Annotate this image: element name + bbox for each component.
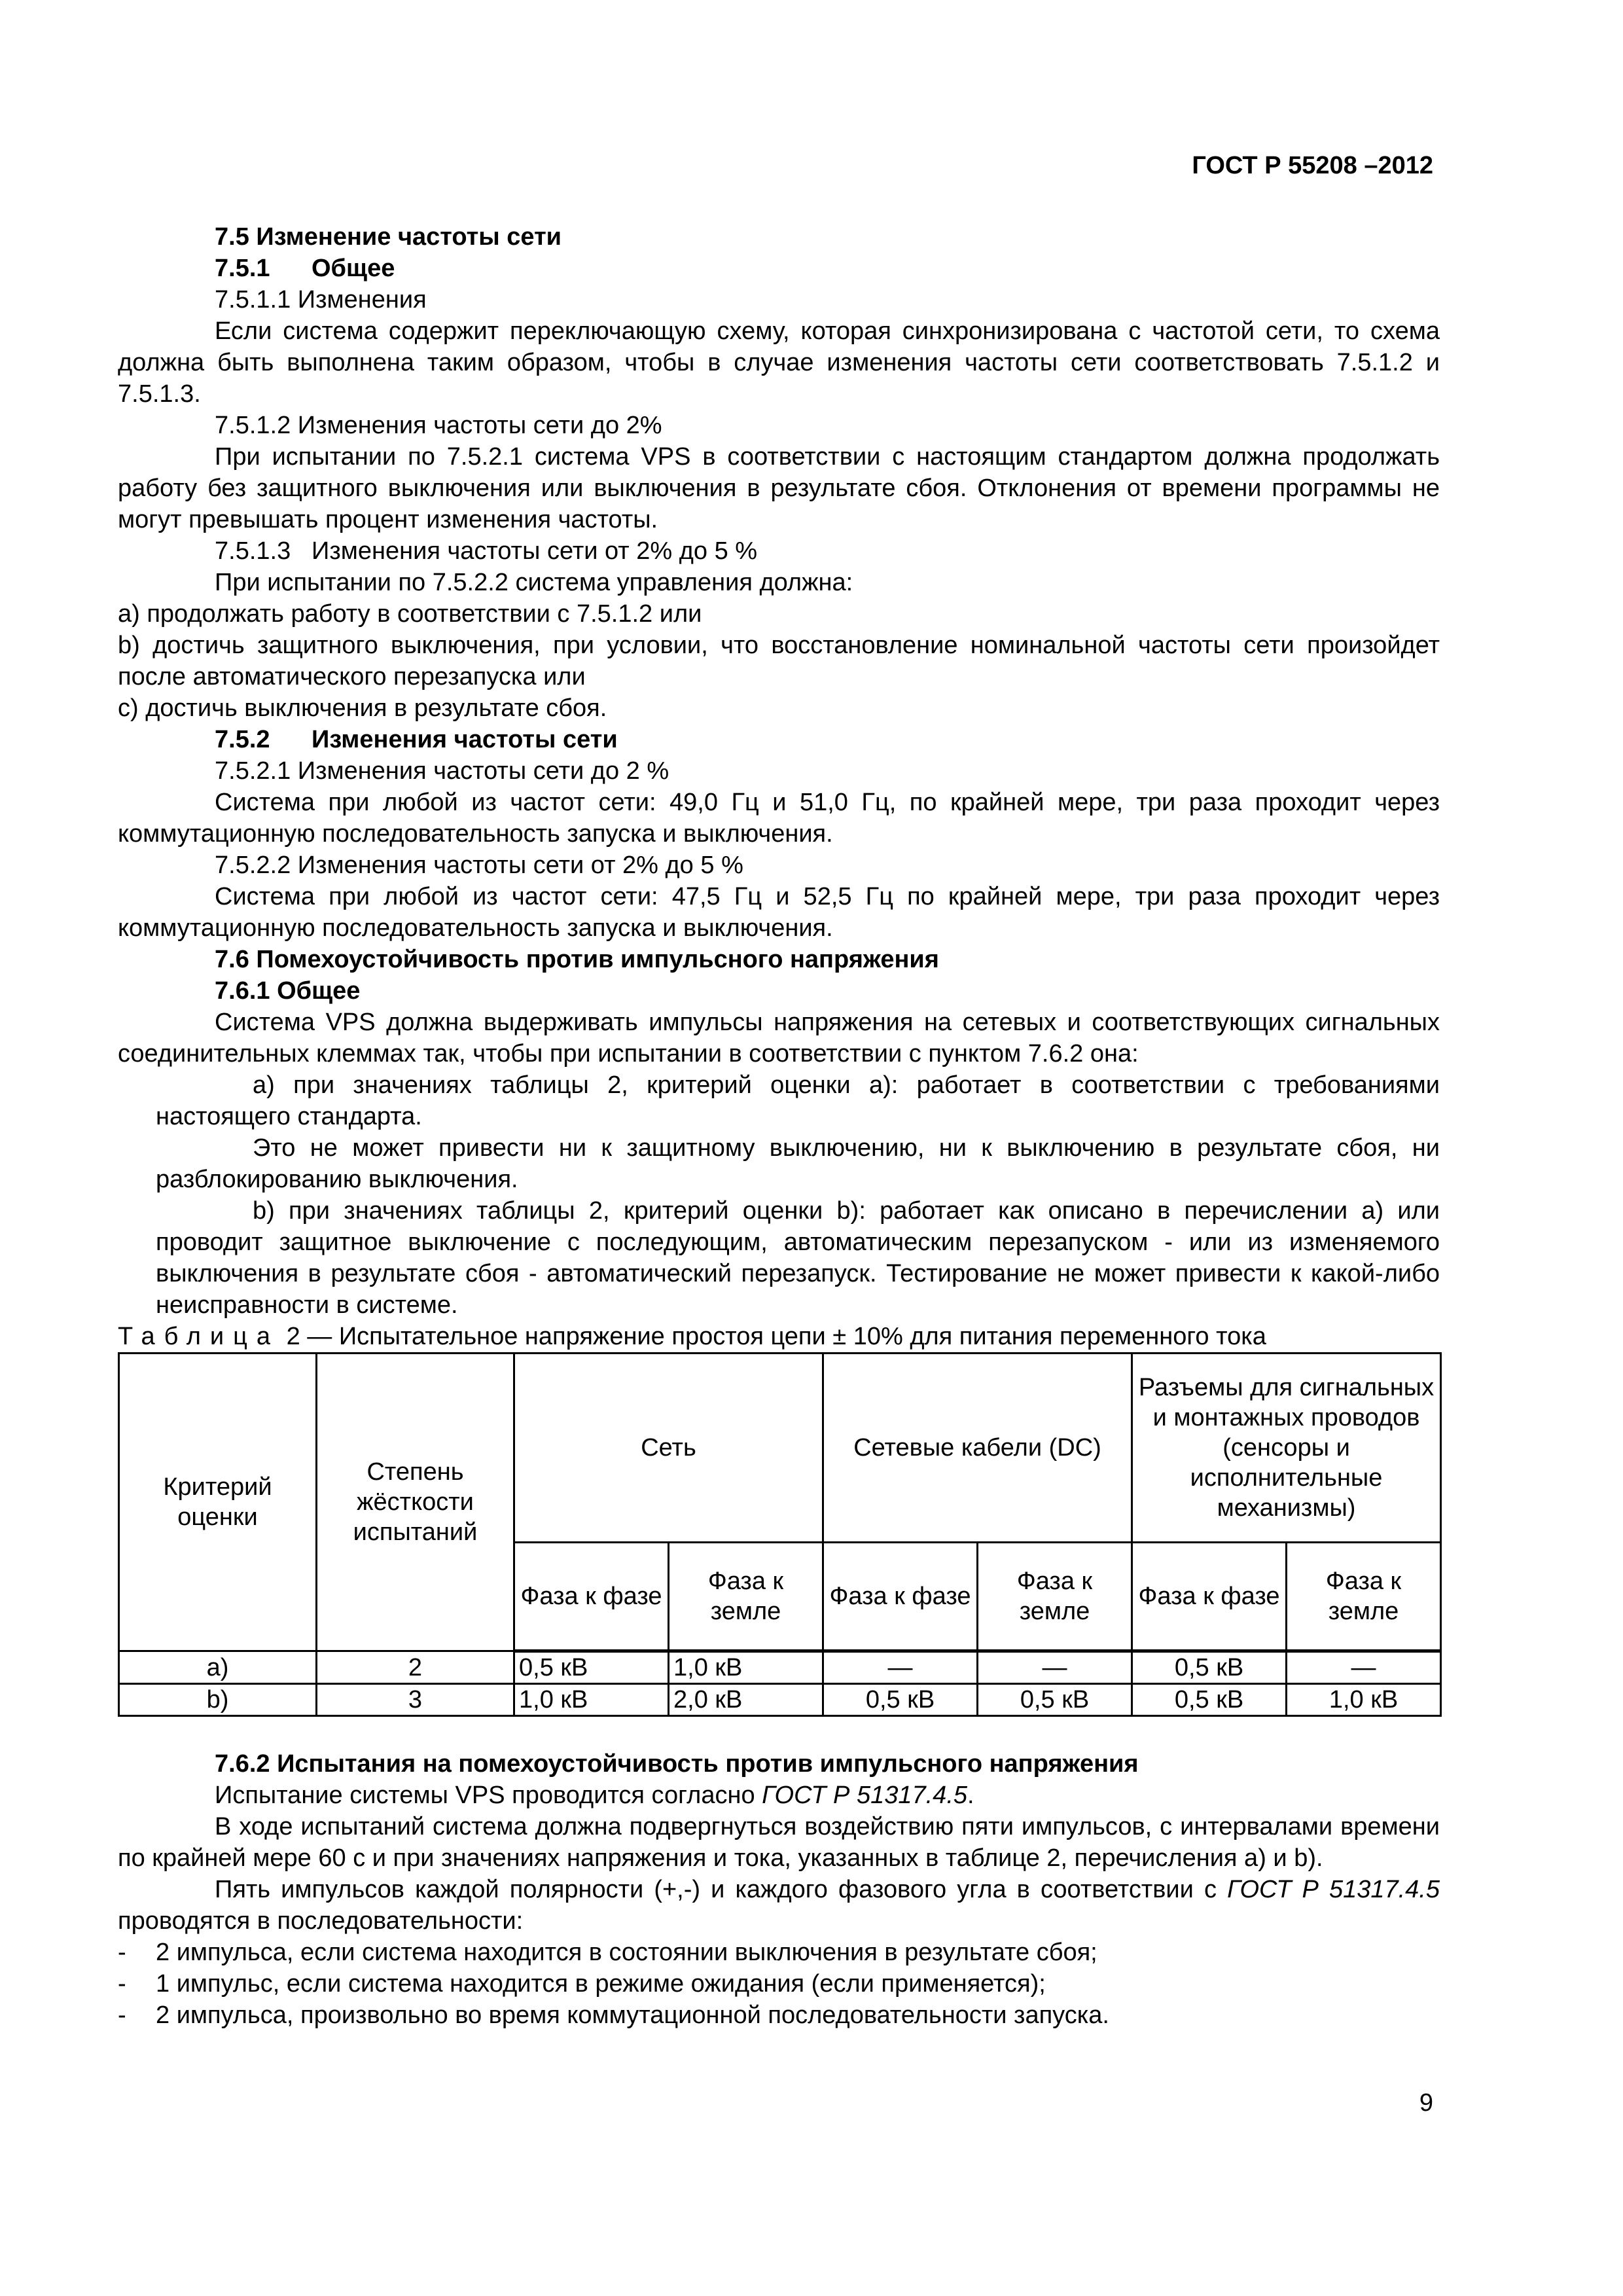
section-heading: Изменения частоты сети: [312, 726, 618, 753]
table-row: [119, 1684, 1441, 1716]
table-caption: [118, 1321, 1440, 1352]
section-7-5-2-1-text: Система при любой из частот сети: 49,0 Гц и 51,0 Гц, по крайней мере, три раза проходит через коммутационную последовательность запуска и выключения.: [118, 789, 1440, 848]
text: Пять импульсов каждой полярности (+,-) и каждого фазового угла в соответствии с: [215, 1876, 1228, 1903]
table-cell: b): [119, 1684, 317, 1716]
section-7-5-2-title: [118, 724, 1440, 755]
section-7-5-2-2-text: Система при любой из частот сети: 47,5 Гц и 52,5 Гц по крайней мере, три раза проходит через коммутационную последовательность запуска и выключения.: [118, 883, 1440, 942]
section-7-6-2-title: 7.6.2 Испытания на помехоустойчивость против импульсного напряжения: [215, 1750, 1139, 1778]
criterion-a-item: a) при значениях таблицы 2, критерий оценки a): работает в соответствии с требованиями настоящего стандарта.: [156, 1071, 1440, 1130]
section-7-6-2-p3: [118, 1874, 1440, 1937]
table-cell: 2,0 кВ: [669, 1684, 823, 1716]
section-7-5-1-title: [118, 253, 1440, 284]
section-7-6-1-text: Система VPS должна выдерживать импульсы напряжения на сетевых и соответствующих сигнальных соединительных клеммах так, чтобы при испытании в соответствии с пунктом 7.6.2 она:: [118, 1009, 1440, 1067]
table-row: [119, 1651, 1441, 1684]
list-item-text: 1 импульс, если система находится в режиме ожидания (если применяется);: [156, 1970, 1046, 1998]
section-7-6-2-p2: В ходе испытаний система должна подвергнуться воздействию пяти импульсов, с интервалами времени по крайней мере 60 с и при значениях напряжения и тока, указанных в таблице 2, перечисления a) и b).: [118, 1813, 1440, 1872]
header-phase-phase: Фаза к фазе: [1132, 1543, 1287, 1651]
standard-reference: ГОСТ Р 51317.4.5: [762, 1782, 968, 1809]
table-cell: 2: [317, 1651, 514, 1684]
table-cell: 1,0 кВ: [669, 1651, 823, 1684]
list-item: [118, 2000, 1440, 2031]
header-severity: Степень жёсткости испытаний: [317, 1354, 514, 1651]
section-heading: Изменения частоты сети от 2% до 5 %: [312, 537, 758, 565]
list-item-c: c) достичь выключения в результате сбоя.: [118, 694, 607, 722]
header-phase-phase: Фаза к фазе: [514, 1543, 669, 1651]
section-7-5-1-2-text: При испытании по 7.5.2.1 система VPS в соответствии с настоящим стандартом должна продолжать работу без защитного выключения или выключения в результате сбоя. Отклонения от времени программы не могут превышать процент изменения частоты.: [118, 443, 1440, 533]
section-7-5-title: 7.5 Изменение частоты сети: [215, 223, 562, 251]
section-7-5-1-3-title: [118, 535, 1440, 567]
table-cell: 0,5 кВ: [1132, 1651, 1287, 1684]
section-7-5-1-1-title: 7.5.1.1 Изменения: [215, 286, 427, 314]
section-7-5-1-2-title: 7.5.1.2 Изменения частоты сети до 2%: [215, 412, 662, 439]
table-cell: —: [1287, 1651, 1441, 1684]
list-item-b: b) достичь защитного выключения, при условии, что восстановление номинальной частоты сети произойдет после автоматического перезапуска или: [118, 632, 1440, 691]
header-criterion: Критерий оценки: [119, 1354, 317, 1651]
section-7-5-2-2-title: 7.5.2.2 Изменения частоты сети от 2% до 5 %: [215, 852, 743, 879]
header-phase-ground: Фаза к земле: [978, 1543, 1132, 1651]
table-caption-number: 2: [286, 1323, 300, 1350]
table-caption-label: Таблица: [118, 1323, 279, 1350]
test-voltage-table: [118, 1352, 1442, 1717]
text: Испытание системы VPS проводится согласно: [215, 1782, 762, 1809]
dash-bullet: -: [118, 2001, 126, 2029]
section-number: 7.5.1: [215, 255, 270, 282]
header-dc-cables: Сетевые кабели (DC): [823, 1354, 1132, 1543]
table-cell: —: [823, 1651, 978, 1684]
table-header-row: [119, 1354, 1441, 1543]
header-signal-connectors: Разъемы для сигнальных и монтажных проводов (сенсоры и исполнительные механизмы): [1132, 1354, 1441, 1543]
list-item: [118, 1937, 1440, 1968]
criterion-b-item: b) при значениях таблицы 2, критерий оценки b): работает как описано в перечислении a) или проводит защитное выключение с последующим, автоматическим перезапуском - или из изменяемого выключения в результате сбоя - автоматический перезапуск. Тестирование не может привести к какой-либо неисправности в системе.: [156, 1197, 1440, 1319]
header-phase-phase: Фаза к фазе: [823, 1543, 978, 1651]
section-7-5-2-1-title: 7.5.2.1 Изменения частоты сети до 2 %: [215, 757, 669, 785]
table-cell: 0,5 кВ: [978, 1684, 1132, 1716]
table-cell: 3: [317, 1684, 514, 1716]
page-number: 9: [1419, 2089, 1433, 2117]
table-cell: a): [119, 1651, 317, 1684]
standard-reference: ГОСТ Р 51317.4.5: [1227, 1876, 1440, 1903]
dash-bullet: -: [118, 1970, 126, 1998]
list-item-text: 2 импульса, если система находится в состоянии выключения в результате сбоя;: [156, 1939, 1097, 1966]
list-item-text: 2 импульса, произвольно во время коммутационной последовательности запуска.: [156, 2001, 1109, 2029]
table-cell: 1,0 кВ: [514, 1684, 669, 1716]
table-cell: 0,5 кВ: [823, 1684, 978, 1716]
document-body: [118, 221, 1440, 2031]
list-item: [118, 1968, 1440, 2000]
table-cell: 1,0 кВ: [1287, 1684, 1441, 1716]
table-caption-text: — Испытательное напряжение простоя цепи ± 10% для питания переменного тока: [300, 1323, 1266, 1350]
document-header: ГОСТ Р 55208 –2012: [1192, 152, 1433, 179]
header-phase-ground: Фаза к земле: [1287, 1543, 1441, 1651]
section-7-6-1-title: 7.6.1 Общее: [215, 977, 361, 1005]
spacer: [118, 1717, 1440, 1748]
table-cell: 0,5 кВ: [514, 1651, 669, 1684]
section-number: 7.5.1.3: [215, 537, 291, 565]
section-7-5-1-3-text: При испытании по 7.5.2.2 система управления должна:: [215, 569, 853, 596]
dash-bullet: -: [118, 1939, 126, 1966]
table-cell: 0,5 кВ: [1132, 1684, 1287, 1716]
section-7-6-title: 7.6 Помехоустойчивость против импульсного напряжения: [215, 946, 939, 973]
list-item-a: a) продолжать работу в соответствии с 7.5.1.2 или: [118, 600, 702, 628]
table-cell: —: [978, 1651, 1132, 1684]
section-heading: Общее: [312, 255, 395, 282]
text: проводятся в последовательности:: [118, 1907, 524, 1935]
header-mains: Сеть: [514, 1354, 823, 1543]
criterion-a-note: Это не может привести ни к защитному выключению, ни к выключению в результате сбоя, ни разблокированию выключения.: [156, 1134, 1440, 1193]
section-7-5-1-1-text: Если система содержит переключающую схему, которая синхронизирована с частотой сети, то схема должна быть выполнена таким образом, чтобы в случае изменения частоты сети соответствовать 7.5.1.2 и 7.5.1.3.: [118, 317, 1440, 408]
text: .: [967, 1782, 974, 1809]
section-7-6-2-p1: [118, 1780, 1440, 1811]
header-phase-ground: Фаза к земле: [669, 1543, 823, 1651]
section-number: 7.5.2: [215, 726, 270, 753]
